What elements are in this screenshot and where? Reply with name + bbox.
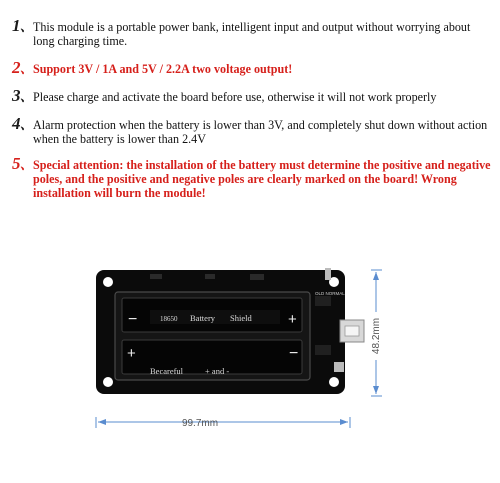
name-label-2: Shield [230,313,252,323]
plus-mark: + [288,311,297,328]
minus-mark: − [289,345,299,362]
chip [315,296,331,306]
smd-part [205,274,215,279]
item-text: Please charge and activate the board before use, otherwise it will not work properly [33,90,437,104]
item-number: 5、 [12,154,33,173]
item-text: Alarm protection when the battery is lower than 3V, and completely shut down without action when the battery is lower than 2.4V [33,118,488,147]
item-text: Special attention: the installation of the battery must determine the positive and negative poles, and the positive and negative poles are clearly marked on the board! Wrong installation will burn the module! [33,158,491,201]
item-text: Support 3V / 1A and 5V / 2.2A two voltage output! [33,62,293,76]
switch-label: OLD NORMAL [315,291,345,296]
height-label: 48.2mm [371,317,382,355]
arrow-left-icon [98,419,106,425]
warning-label: Becareful [150,366,184,376]
mount-hole [329,377,339,387]
item-number: 2、 [12,58,33,77]
width-label: 99.7mm [181,418,219,429]
item-number: 3、 [12,86,33,105]
item-number: 4、 [12,114,33,133]
chip [315,345,331,355]
mode-switch [325,268,331,280]
item-text: This module is a portable power bank, intelligent input and output without worrying about long charging time. [33,20,471,49]
polarity-label: + and - [205,366,230,376]
arrow-up-icon [373,272,379,280]
arrow-right-icon [340,419,348,425]
smd-part [250,274,264,280]
mount-hole [103,377,113,387]
name-label: Battery [190,313,216,323]
micro-usb [334,362,344,372]
minus-mark: − [128,311,138,328]
plus-mark: + [127,345,136,362]
item-number: 1、 [12,16,33,35]
usb-port-inner [345,326,359,336]
model-label: 18650 [160,315,178,323]
smd-part [150,274,162,279]
arrow-down-icon [373,386,379,394]
mount-hole [103,277,113,287]
